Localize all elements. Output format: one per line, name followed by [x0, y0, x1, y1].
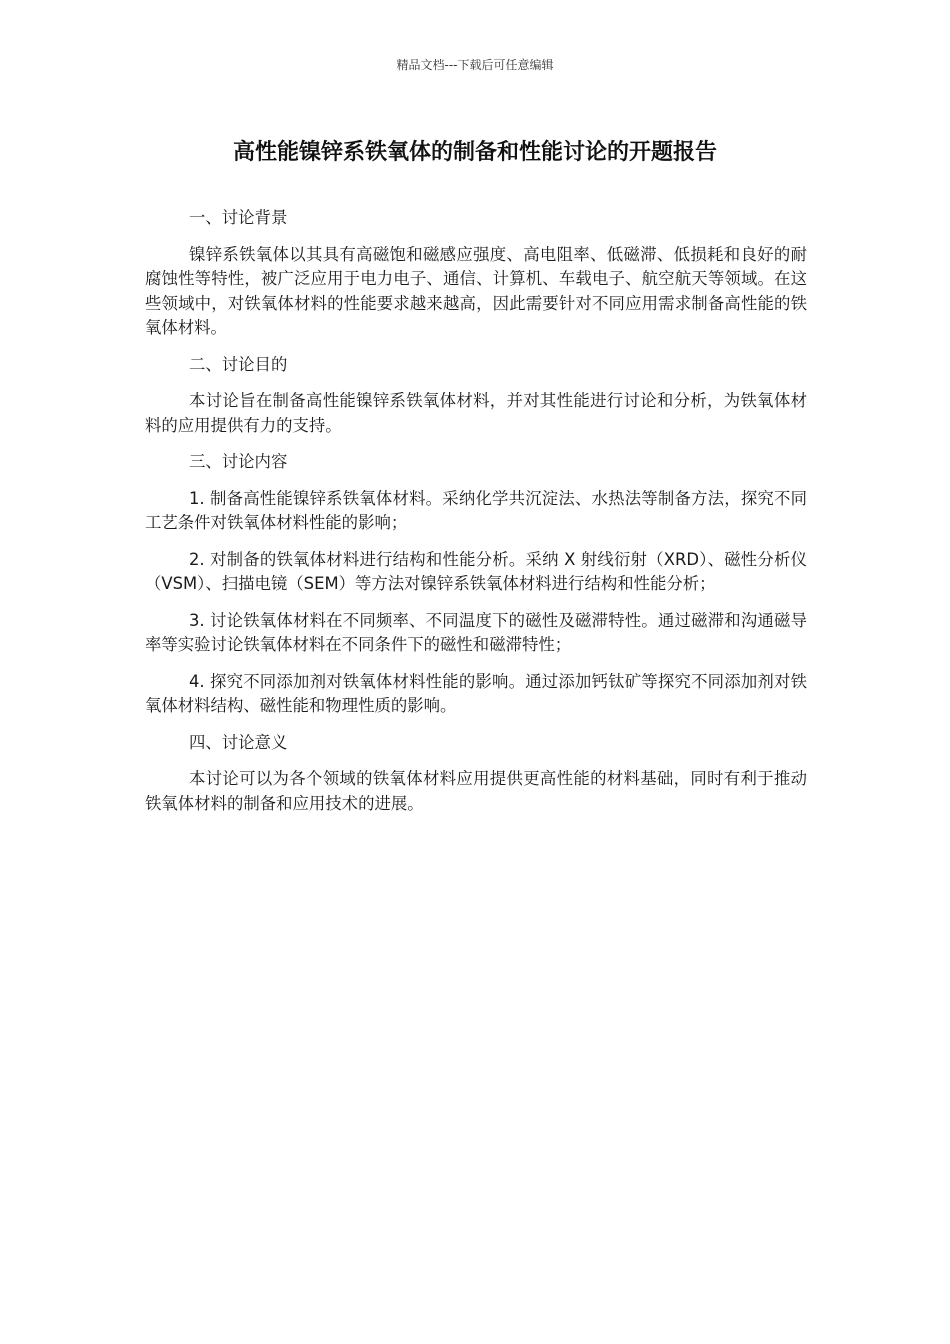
section-heading-background: 一、讨论背景 [189, 208, 288, 227]
background-paragraph: 镍锌系铁氧体以其具有高磁饱和磁感应强度、高电阻率、低磁滞、低损耗和良好的耐腐蚀性等特性，被广泛应用于电力电子、通信、计算机、车载电子、航空航天等领域。在这些领域中，对铁氧体材料的性能要求越来越高，因此需要针对不同应用需求制备高性能的铁氧体材料。 [145, 244, 807, 337]
significance-paragraph: 本讨论可以为各个领域的铁氧体材料应用提供更高性能的材料基础，同时有利于推动铁氧体材料的制备和应用技术的进展。 [145, 769, 807, 813]
document-title: 高性能镍锌系铁氧体的制备和性能讨论的开题报告 [232, 140, 717, 165]
content-item-3: 3. 讨论铁氧体材料在不同频率、不同温度下的磁性及磁滞特性。通过磁滞和沟通磁导率等实验讨论铁氧体材料在不同条件下的磁性和磁滞特性； [145, 610, 807, 654]
section-heading-purpose: 二、讨论目的 [189, 354, 288, 374]
purpose-paragraph: 本讨论旨在制备高性能镍锌系铁氧体材料，并对其性能进行讨论和分析，为铁氧体材料的应用提供有力的支持。 [145, 391, 807, 435]
section-heading-content: 三、讨论内容 [189, 452, 288, 471]
section-heading-significance: 四、讨论意义 [189, 732, 288, 752]
document-body [145, 206, 807, 828]
page-header: 精品文档---下载后可任意编辑 [396, 58, 554, 72]
content-item-2: 2. 对制备的铁氧体材料进行结构和性能分析。采纳 X 射线衍射（XRD）、磁性分析仪（VSM）、扫描电镜（SEM）等方法对镍锌系铁氧体材料进行结构和性能分析； [145, 549, 807, 593]
content-item-4: 4. 探究不同添加剂对铁氧体材料性能的影响。通过添加钙钛矿等探究不同添加剂对铁氧体材料结构、磁性能和物理性质的影响。 [145, 671, 807, 715]
content-item-1: 1. 制备高性能镍锌系铁氧体材料。采纳化学共沉淀法、水热法等制备方法，探究不同工艺条件对铁氧体材料性能的影响； [145, 488, 807, 532]
